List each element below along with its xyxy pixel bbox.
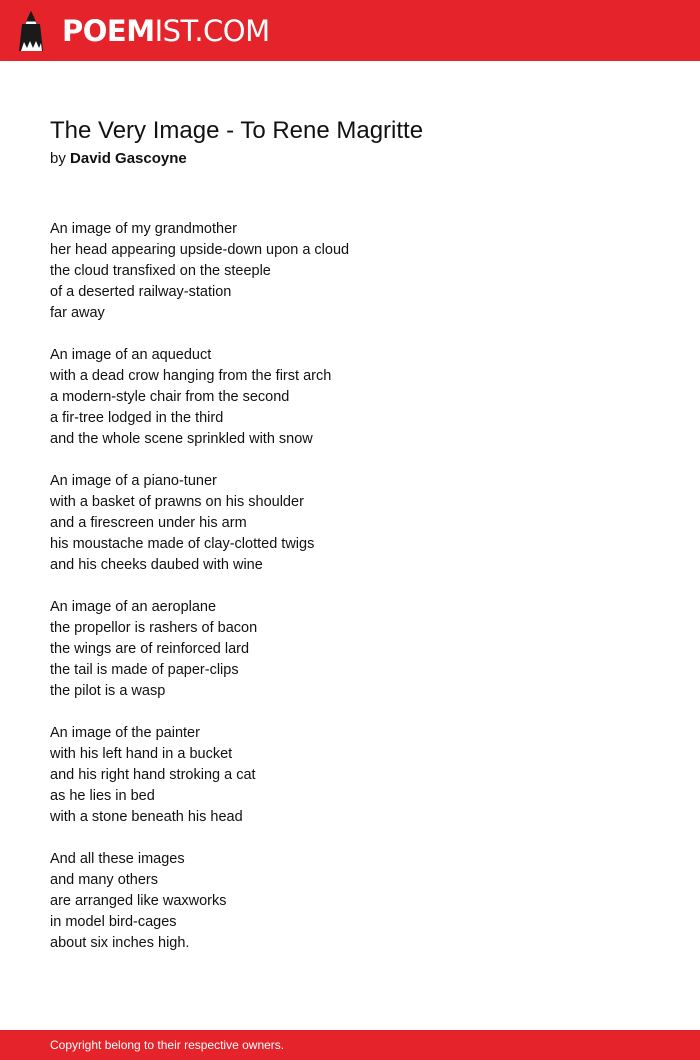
poem-line: the tail is made of paper-clips	[50, 662, 239, 678]
poem-line: and many others	[50, 872, 159, 888]
poem-line: about six inches high.	[50, 935, 190, 951]
poem-line: of a deserted railway-station	[50, 284, 232, 300]
poem-line: a fir-tree lodged in the third	[50, 410, 224, 426]
poem-line: And all these images	[50, 851, 185, 867]
poem-body	[50, 219, 650, 954]
poem-line: An image of an aqueduct	[50, 347, 212, 363]
poem-line: the cloud transfixed on the steeple	[50, 263, 271, 279]
poem-title: The Very Image - To Rene Magritte	[50, 117, 424, 144]
poem-stanza	[50, 723, 650, 828]
poem-line: a modern-style chair from the second	[50, 389, 290, 405]
poem-line: as he lies in bed	[50, 788, 155, 804]
site-logo-text	[62, 10, 270, 52]
poem-stanza	[50, 597, 650, 702]
poem-line: with a stone beneath his head	[50, 809, 243, 825]
poem-line: in model bird-cages	[50, 914, 177, 930]
site-logo-link[interactable]	[18, 10, 270, 52]
site-footer	[0, 1030, 700, 1060]
byline	[50, 149, 187, 169]
poem-line: and his cheeks daubed with wine	[50, 557, 263, 573]
poem-line: are arranged like waxworks	[50, 893, 227, 909]
poem-line: with a dead crow hanging from the first arch	[50, 368, 332, 384]
poem-line: and a firescreen under his arm	[50, 515, 247, 531]
site-header	[0, 0, 700, 61]
logo-bold-text: POEM	[62, 14, 155, 48]
poem-line: his moustache made of clay-clotted twigs	[50, 536, 315, 552]
poem-line: the pilot is a wasp	[50, 683, 166, 699]
poem-line: with a basket of prawns on his shoulder	[50, 494, 304, 510]
poem-line: her head appearing upside-down upon a cloud	[50, 242, 350, 258]
by-label: by	[50, 150, 66, 167]
poem-stanza	[50, 471, 650, 576]
poem-line: with his left hand in a bucket	[50, 746, 233, 762]
poem-line: An image of a piano-tuner	[50, 473, 217, 489]
pencil-icon	[18, 10, 44, 52]
author-name: David Gascoyne	[70, 150, 187, 167]
poem-line: and the whole scene sprinkled with snow	[50, 431, 313, 447]
poem-line: An image of an aeroplane	[50, 599, 217, 615]
poem-line: An image of my grandmother	[50, 221, 237, 237]
poem-line: the wings are of reinforced lard	[50, 641, 250, 657]
poem-line: and his right hand stroking a cat	[50, 767, 256, 783]
poem-line: far away	[50, 305, 105, 321]
logo-light-text: IST.COM	[154, 14, 270, 48]
poem-stanza	[50, 345, 650, 450]
poem-line: An image of the painter	[50, 725, 200, 741]
copyright-notice: Copyright belong to their respective owners.	[50, 1038, 285, 1052]
poem-line: the propellor is rashers of bacon	[50, 620, 258, 636]
poem-stanza	[50, 219, 650, 324]
poem-stanza	[50, 849, 650, 954]
